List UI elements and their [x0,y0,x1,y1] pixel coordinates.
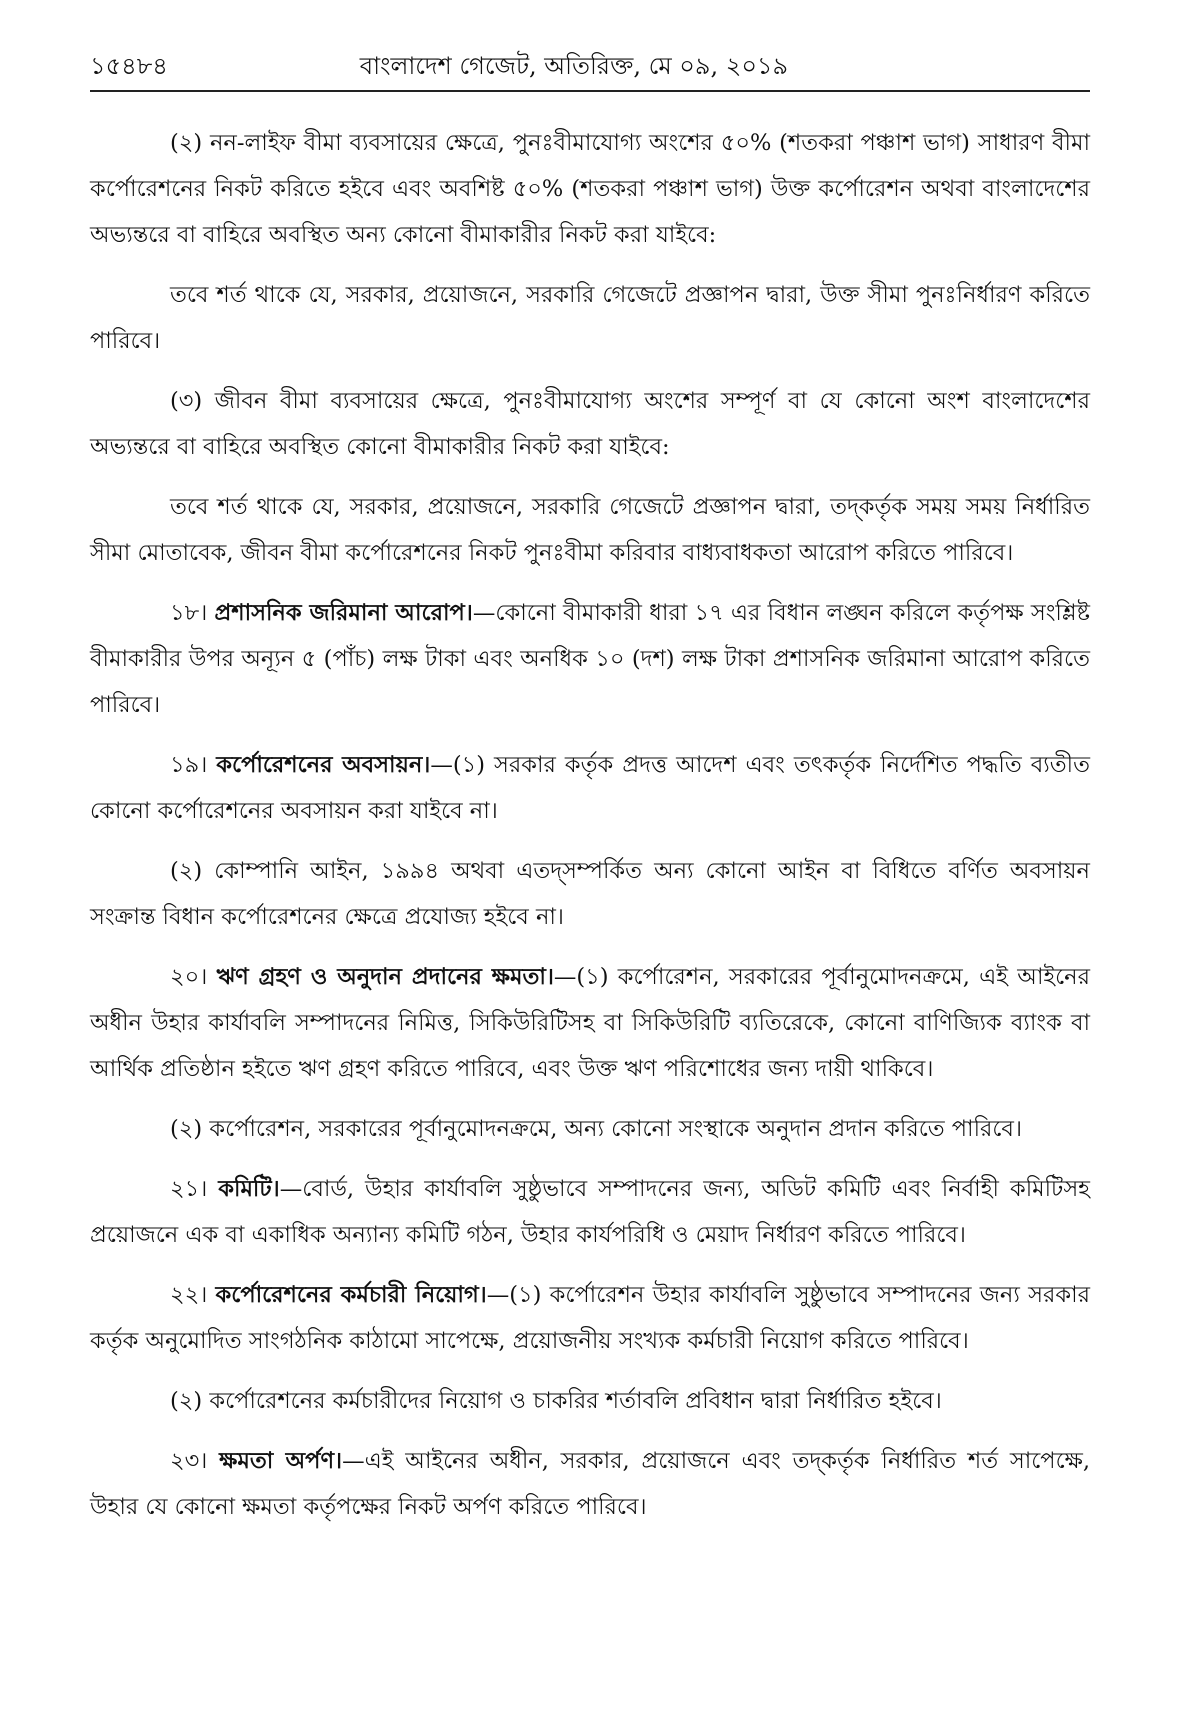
section-19 [90,742,1090,834]
section-21 [90,1166,1090,1258]
section-text: —(১) কর্পোরেশন, সরকারের পূর্বানুমোদনক্রমে, এই আইনের অধীন উহার কার্যাবলি সম্পাদনের নিমিত্ত, সিকিউরিটিসহ বা সিকিউরিটি ব্যতিরেকে, কোনো বাণিজ্যিক ব্যাংক বা আর্থিক প্রতিষ্ঠান হইতে ঋণ গ্রহণ করিতে পারিবে, এবং উক্ত ঋণ পরিশোধের জন্য দায়ী থাকিবে। [90,964,1090,1082]
gazette-title: বাংলাদেশ গেজেট, অতিরিক্ত, মে ০৯, ২০১৯ [359,52,789,80]
section-23 [90,1438,1090,1530]
paragraph-22-2: (২) কর্পোরেশনের কর্মচারীদের নিয়োগ ও চাকরির শর্তাবলি প্রবিধান দ্বারা নির্ধারিত হইবে। [170,1388,942,1414]
page-header [90,48,1090,92]
section-heading: ক্ষমতা অর্পণ। [219,1448,343,1474]
section-20 [90,954,1090,1092]
section-text: —এই আইনের অধীন, সরকার, প্রয়োজনে এবং তদ্‌কর্তৃক নির্ধারিত শর্ত সাপেক্ষে, উহার যে কোনো ক্ষমতা কর্তৃপক্ষের নিকট অর্পণ করিতে পারিবে। [90,1448,1090,1520]
document-body [90,120,1090,1530]
gazette-page [90,48,1090,1668]
paragraph-20-2: (২) কর্পোরেশন, সরকারের পূর্বানুমোদনক্রমে, অন্য কোনো সংস্থাকে অনুদান প্রদান করিতে পারিবে। [170,1116,1022,1142]
section-22 [90,1272,1090,1364]
paragraph-17-2: (২) নন-লাইফ বীমা ব্যবসায়ের ক্ষেত্রে, পুনঃবীমাযোগ্য অংশের ৫০% (শতকরা পঞ্চাশ ভাগ) সাধারণ বীমা কর্পোরেশনের নিকট করিতে হইবে এবং অবশিষ্ট ৫০% (শতকরা পঞ্চাশ ভাগ) উক্ত কর্পোরেশন অথবা বাংলাদেশের অভ্যন্তরে বা বাহিরে অবস্থিত অন্য কোনো বীমাকারীর নিকট করা যাইবে: [90,130,1090,248]
section-heading: প্রশাসনিক জরিমানা আরোপ। [214,600,473,626]
section-number: ১৮। [170,600,215,626]
section-number: ২০। [170,964,217,990]
section-heading: ঋণ গ্রহণ ও অনুদান প্রদানের ক্ষমতা। [216,964,554,990]
section-number: ২২। [170,1282,216,1308]
section-text: —বোর্ড, উহার কার্যাবলি সুষ্ঠুভাবে সম্পাদনের জন্য, অডিট কমিটি এবং নির্বাহী কমিটিসহ প্রয়োজনে এক বা একাধিক অন্যান্য কমিটি গঠন, উহার কার্যপরিধি ও মেয়াদ নির্ধারণ করিতে পারিবে। [90,1176,1090,1248]
proviso-17-3: তবে শর্ত থাকে যে, সরকার, প্রয়োজনে, সরকারি গেজেটে প্রজ্ঞাপন দ্বারা, তদ্‌কর্তৃক সময় সময় নির্ধারিত সীমা মোতাবেক, জীবন বীমা কর্পোরেশনের নিকট পুনঃবীমা করিবার বাধ্যবাধকতা আরোপ করিতে পারিবে। [90,494,1090,566]
section-heading: কর্পোরেশনের কর্মচারী নিয়োগ। [215,1282,487,1308]
section-number: ২৩। [170,1448,220,1474]
section-heading: কমিটি। [218,1176,280,1202]
paragraph-17-3: (৩) জীবন বীমা ব্যবসায়ের ক্ষেত্রে, পুনঃবীমাযোগ্য অংশের সম্পূর্ণ বা যে কোনো অংশ বাংলাদেশের অভ্যন্তরে বা বাহিরে অবস্থিত কোনো বীমাকারীর নিকট করা যাইবে: [90,388,1090,460]
section-text: —কোনো বীমাকারী ধারা ১৭ এর বিধান লঙ্ঘন করিলে কর্তৃপক্ষ সংশ্লিষ্ট বীমাকারীর উপর অন্যূন ৫ (পাঁচ) লক্ষ টাকা এবং অনধিক ১০ (দশ) লক্ষ টাকা প্রশাসনিক জরিমানা আরোপ করিতে পারিবে। [90,600,1091,718]
page-number: ১৫৪৮৪ [90,52,168,80]
section-number: ২১। [170,1176,219,1202]
section-text: —(১) সরকার কর্তৃক প্রদত্ত আদেশ এবং তৎকর্তৃক নির্দেশিত পদ্ধতি ব্যতীত কোনো কর্পোরেশনের অবসায়ন করা যাইবে না। [90,752,1091,824]
section-number: ১৯। [170,752,217,778]
section-18 [90,590,1090,728]
proviso-17-2: তবে শর্ত থাকে যে, সরকার, প্রয়োজনে, সরকারি গেজেটে প্রজ্ঞাপন দ্বারা, উক্ত সীমা পুনঃনির্ধারণ করিতে পারিবে। [90,282,1090,354]
section-text: —(১) কর্পোরেশন উহার কার্যাবলি সুষ্ঠুভাবে সম্পাদনের জন্য সরকার কর্তৃক অনুমোদিত সাংগঠনিক কাঠামো সাপেক্ষে, প্রয়োজনীয় সংখ্যক কর্মচারী নিয়োগ করিতে পারিবে। [90,1282,1090,1354]
section-heading: কর্পোরেশনের অবসায়ন। [216,752,431,778]
paragraph-19-2: (২) কোম্পানি আইন, ১৯৯৪ অথবা এতদ্‌সম্পর্কিত অন্য কোনো আইন বা বিধিতে বর্ণিত অবসায়ন সংক্রান্ত বিধান কর্পোরেশনের ক্ষেত্রে প্রযোজ্য হইবে না। [90,858,1090,930]
